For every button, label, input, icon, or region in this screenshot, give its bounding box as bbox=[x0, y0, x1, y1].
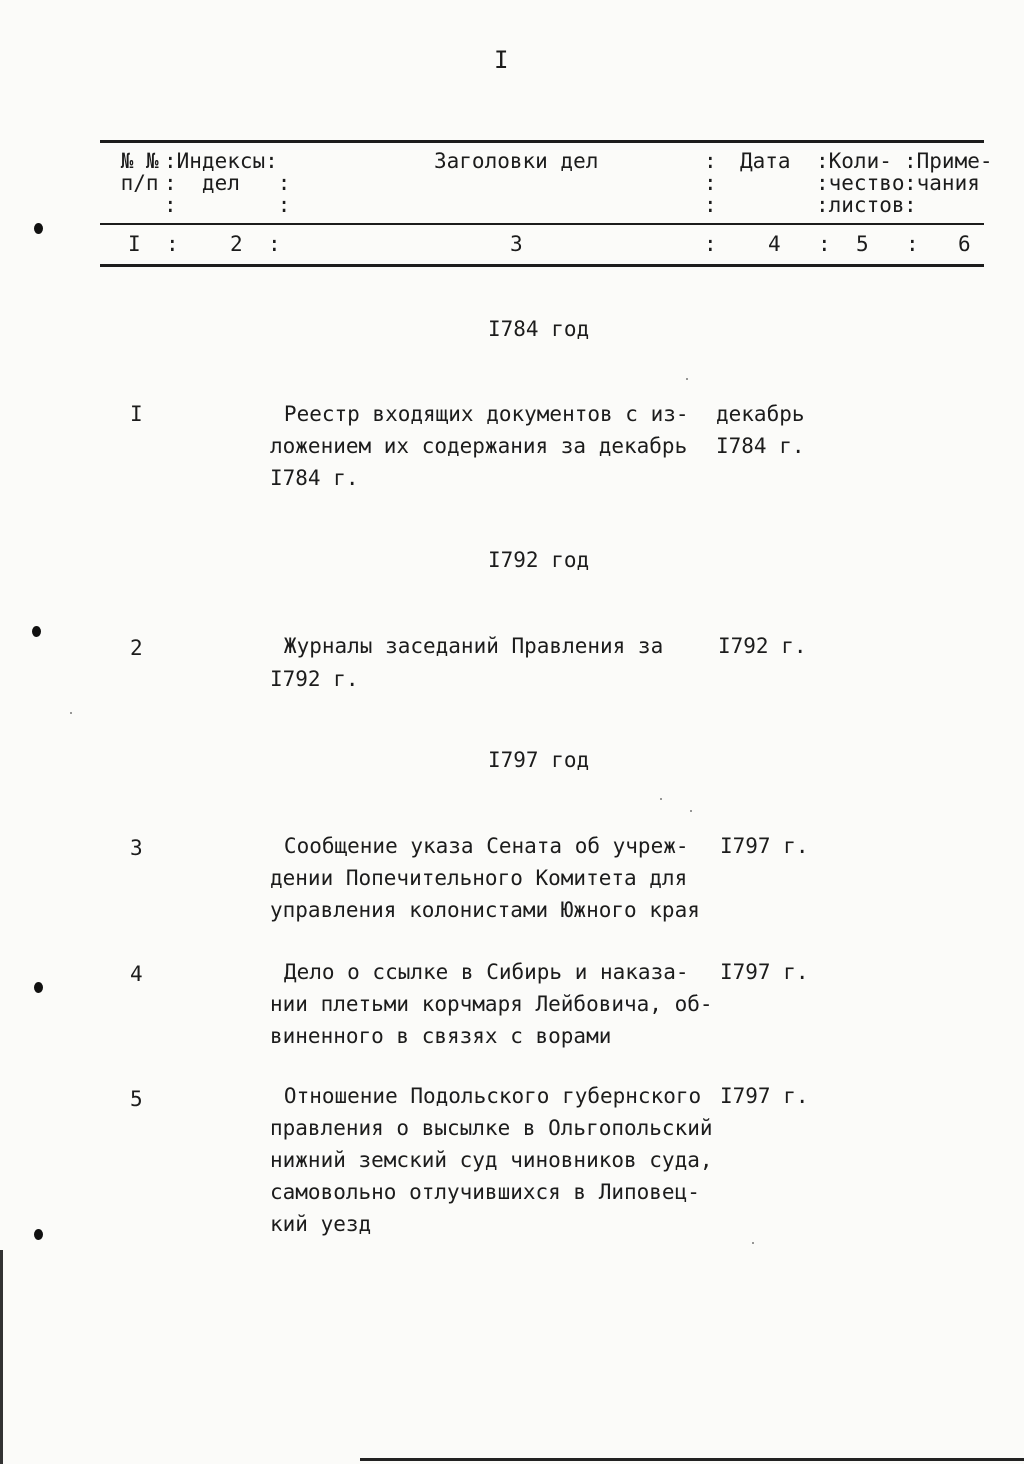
entry-title-line: правления о высылке в Ольгопольский bbox=[270, 1116, 713, 1140]
column-number-2: 2 bbox=[230, 232, 243, 256]
scan-speck bbox=[660, 798, 662, 800]
scan-left-edge bbox=[0, 1250, 3, 1464]
column-separator-3: : bbox=[704, 232, 717, 256]
column-number-5: 5 bbox=[856, 232, 869, 256]
section-year-heading: I792 год bbox=[488, 548, 590, 572]
scan-speck bbox=[686, 378, 688, 380]
header-col-date-sep1: : bbox=[704, 149, 717, 173]
binding-hole-mark bbox=[34, 1229, 43, 1240]
header-middle-rule bbox=[100, 223, 984, 225]
header-col-index-line3: : : bbox=[164, 193, 291, 217]
entry-title-line: Дело о ссылке в Сибирь и наказа- bbox=[246, 960, 689, 984]
column-number-1: I bbox=[128, 232, 141, 256]
header-col-date-sep2: : bbox=[704, 171, 717, 195]
header-col-sheets-line2: :чество bbox=[816, 171, 905, 195]
column-separator-2: : bbox=[268, 232, 281, 256]
entry-title-line: дении Попечительного Комитета для bbox=[270, 866, 688, 890]
entry-date-line: I797 г. bbox=[720, 834, 809, 858]
entry-number: 4 bbox=[130, 962, 143, 986]
column-number-3: 3 bbox=[510, 232, 523, 256]
header-col-sheets-line3: :листов bbox=[816, 193, 905, 217]
entry-number: 5 bbox=[130, 1087, 143, 1111]
section-year-heading: I797 год bbox=[488, 748, 590, 772]
header-col-date-sep3: : bbox=[704, 193, 717, 217]
entry-date-line: I797 г. bbox=[720, 1084, 809, 1108]
binding-hole-mark bbox=[34, 223, 43, 234]
scan-bottom-edge bbox=[360, 1458, 1024, 1461]
scan-speck bbox=[70, 712, 72, 714]
column-separator-5: : bbox=[906, 232, 919, 256]
binding-hole-mark bbox=[32, 626, 41, 637]
entry-number: I bbox=[130, 402, 143, 426]
header-col-notes-line3: : bbox=[904, 193, 917, 217]
binding-hole-mark bbox=[34, 982, 43, 993]
scan-speck bbox=[752, 1242, 754, 1244]
entry-title-line: Журналы заседаний Правления за bbox=[246, 634, 664, 658]
entry-title-line: самовольно отлучившихся в Липовец- bbox=[270, 1180, 700, 1204]
column-number-4: 4 bbox=[768, 232, 781, 256]
header-top-rule bbox=[100, 140, 984, 143]
header-col-titles: Заголовки дел bbox=[434, 149, 599, 173]
header-col-number-line2: п/п bbox=[108, 171, 172, 195]
scan-speck bbox=[690, 810, 692, 812]
column-separator-4: : bbox=[818, 232, 831, 256]
entry-title-line: Сообщение указа Сената об учреж- bbox=[246, 834, 689, 858]
entry-title-line: виненного в связях с ворами bbox=[270, 1024, 612, 1048]
header-col-number-line1: № № bbox=[108, 149, 172, 173]
header-col-sheets-line1: :Коли- bbox=[816, 149, 892, 173]
entry-title-line: управления колонистами Южного края bbox=[270, 898, 700, 922]
entry-title-line: I792 г. bbox=[270, 667, 359, 691]
header-bottom-rule bbox=[100, 264, 984, 267]
header-col-index-line2: : дел : bbox=[164, 171, 291, 195]
entry-title-line: Отношение Подольского губернского bbox=[246, 1084, 702, 1108]
page-number: I bbox=[494, 46, 509, 74]
entry-date-line: I792 г. bbox=[718, 634, 807, 658]
entry-title-line: нии плетьми корчмаря Лейбовича, об- bbox=[270, 992, 713, 1016]
entry-title-line: кий уезд bbox=[270, 1212, 372, 1236]
entry-date-line: I784 г. bbox=[716, 434, 805, 458]
entry-title-line: Реестр входящих документов с из- bbox=[246, 402, 689, 426]
entry-date-line: декабрь bbox=[716, 402, 805, 426]
header-col-notes-line1: :Приме- bbox=[904, 149, 993, 173]
entry-date-line: I797 г. bbox=[720, 960, 809, 984]
header-col-date: Дата bbox=[740, 149, 791, 173]
column-number-6: 6 bbox=[958, 232, 971, 256]
column-separator-1: : bbox=[166, 232, 179, 256]
entry-number: 2 bbox=[130, 636, 143, 660]
entry-number: 3 bbox=[130, 836, 143, 860]
header-col-notes-line2: :чания bbox=[904, 171, 980, 195]
section-year-heading: I784 год bbox=[488, 317, 590, 341]
entry-title-line: нижний земский суд чиновников суда, bbox=[270, 1148, 713, 1172]
header-col-index-line1: :Индексы: bbox=[164, 149, 278, 173]
entry-title-line: ложением их содержания за декабрь bbox=[270, 434, 688, 458]
entry-title-line: I784 г. bbox=[270, 466, 359, 490]
